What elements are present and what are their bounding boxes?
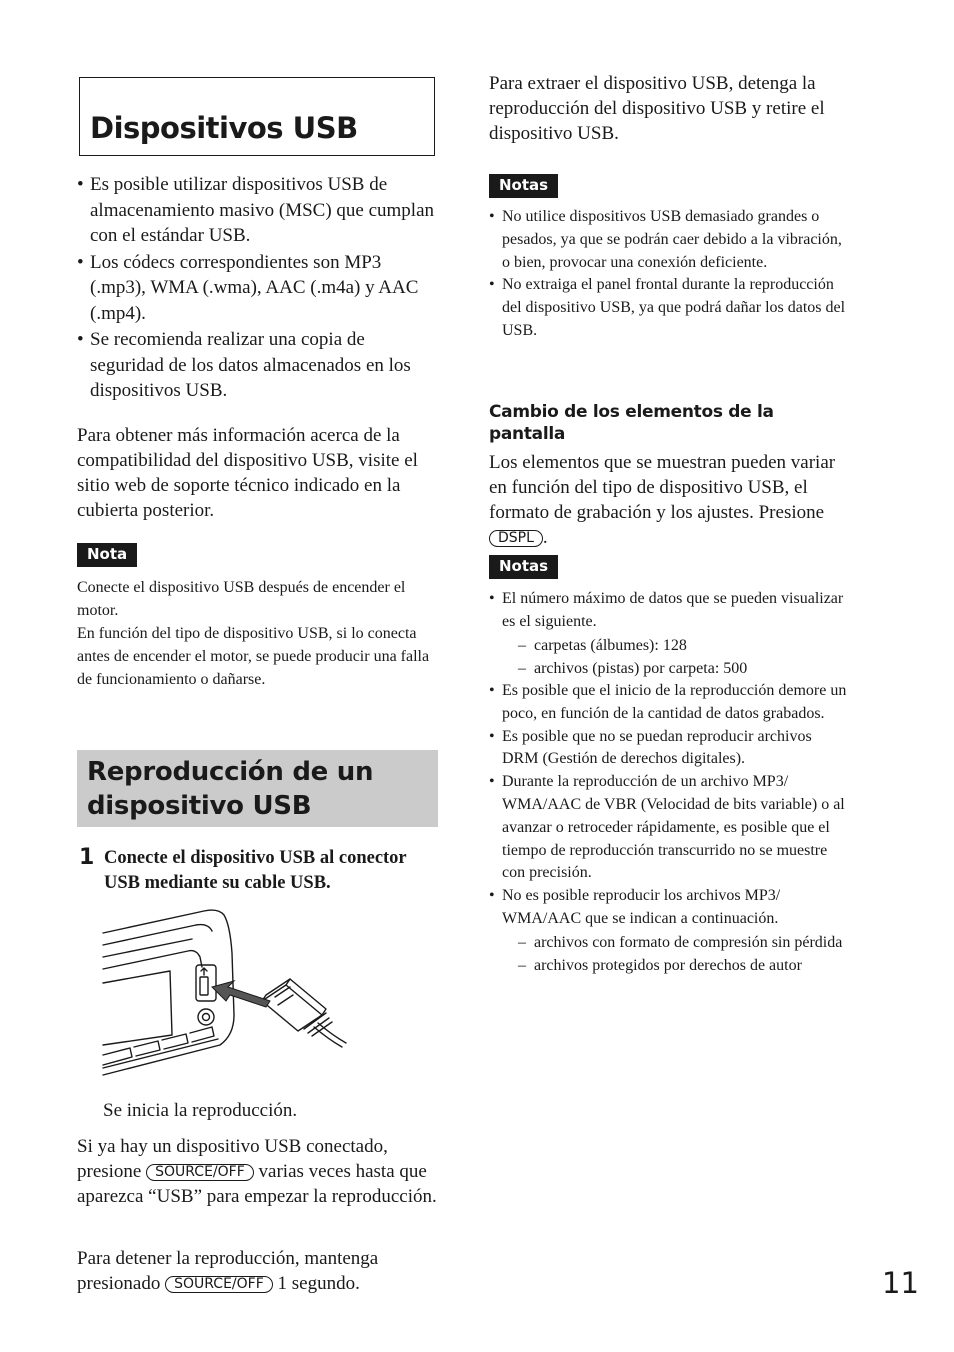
notes-label: Notas <box>489 174 558 198</box>
page-title: Dispositivos USB <box>90 111 358 145</box>
text-span: El número máximo de datos que se pueden visualizar es el siguiente. <box>502 590 844 630</box>
source-off-button: SOURCE/OFF <box>146 1164 254 1181</box>
right-column-top <box>489 71 851 146</box>
dspl-button: DSPL <box>489 530 543 547</box>
info-paragraph: Para obtener más información acerca de la compatibilidad del dispositivo USB, visite el sitio web de soporte técnico indicado en la cubierta posterior. <box>77 424 418 521</box>
text-span: No es posible reproducir los archivos MP3/ WMA/AAC que se indican a continuación. <box>502 887 781 927</box>
list-item: • No utilice dispositivos USB demasiado grandes o pesados, ya que se podrán caer debido a la vibración, o bien, provocar una conexión deficiente. <box>489 206 851 274</box>
subsection-title: Cambio de los elementos de la pantalla <box>489 402 774 444</box>
dash-list <box>489 931 851 977</box>
list-item: • No extraiga el panel frontal durante la reproducción del dispositivo USB, ya que podrá dañar los datos del USB. <box>489 274 851 342</box>
list-item: • Es posible que el inicio de la reproducción demore un poco, en función de la cantidad de datos grabados. <box>489 680 851 726</box>
page-number: 11 <box>882 1266 919 1300</box>
notes-block-2 <box>489 555 851 977</box>
list-item: – carpetas (álbumes): 128 <box>518 634 851 657</box>
left-note <box>77 543 439 691</box>
left-intro <box>77 172 439 523</box>
list-item <box>489 588 851 680</box>
section-title-line: Reproducción de un <box>87 757 374 787</box>
text-span: Para detener la reproducción, mantenga presionado <box>77 1248 379 1294</box>
list-item: • Durante la reproducción de un archivo MP3/ WMA/AAC de VBR (Velocidad de bits variable) o al avanzar o retroceder rápidamente, es posible que el tiempo de reproducción transcurrido no se muestre con precisión. <box>489 771 851 885</box>
list-item: • Los códecs correspondientes son MP3 (.mp3), WMA (.wma), AAC (.m4a) y AAC (.mp4). <box>77 250 439 327</box>
stop-paragraph <box>77 1246 439 1296</box>
source-off-button: SOURCE/OFF <box>165 1276 273 1293</box>
page-title-box <box>79 77 435 156</box>
dash-list <box>489 634 851 680</box>
list-item: • Es posible que no se puedan reproducir archivos DRM (Gestión de derechos digitales). <box>489 726 851 772</box>
text-span: 1 segundo. <box>277 1273 360 1294</box>
remove-paragraph: Para extraer el dispositivo USB, detenga la reproducción del dispositivo USB y retire el dispositivo USB. <box>489 73 825 144</box>
list-item <box>489 885 851 977</box>
section-header <box>77 750 438 827</box>
list-item: • Se recomienda realizar una copia de seguridad de los datos almacenados en los dispositivos USB. <box>77 327 439 404</box>
text-span: Si ya hay un dispositivo USB conectado, presione <box>77 1136 388 1182</box>
text-span: . <box>542 527 548 548</box>
notes-block-1 <box>489 174 851 343</box>
list-item: – archivos protegidos por derechos de autor <box>518 954 851 977</box>
text-span: varias veces hasta que aparezca “USB” para empezar la reproducción. <box>77 1161 437 1207</box>
usb-connection-illustration <box>100 905 352 1080</box>
connected-paragraph <box>77 1134 439 1209</box>
list-item: – archivos con formato de compresión sin pérdida <box>518 931 851 954</box>
step-text: Conecte el dispositivo USB al conector USB mediante su cable USB. <box>104 848 407 893</box>
note-label: Nota <box>77 543 137 567</box>
display-section <box>489 401 851 550</box>
notes-list <box>489 588 851 977</box>
section-title-line: dispositivo USB <box>87 791 312 821</box>
notes-list <box>489 206 851 343</box>
step-number: 1 <box>79 845 95 870</box>
playback-start-text: Se inicia la reproducción. <box>103 1100 298 1121</box>
note-line: En función del tipo de dispositivo USB, si lo conecta antes de encender el motor, se puede producir una falla de funcionamiento o dañarse. <box>77 625 430 688</box>
notes-label: Notas <box>489 555 558 579</box>
section-title <box>87 755 373 823</box>
note-line: Conecte el dispositivo USB después de encender el motor. <box>77 579 406 619</box>
usb-bullets <box>77 172 439 404</box>
insert-arrow-icon <box>212 981 270 1007</box>
list-item: • Es posible utilizar dispositivos USB de almacenamiento masivo (MSC) que cumplan con el estándar USB. <box>77 172 439 249</box>
list-item: – archivos (pistas) por carpeta: 500 <box>518 657 851 680</box>
text-span: Los elementos que se muestran pueden variar en función del tipo de dispositivo USB, el formato de grabación y los ajustes. Presione <box>489 452 836 523</box>
